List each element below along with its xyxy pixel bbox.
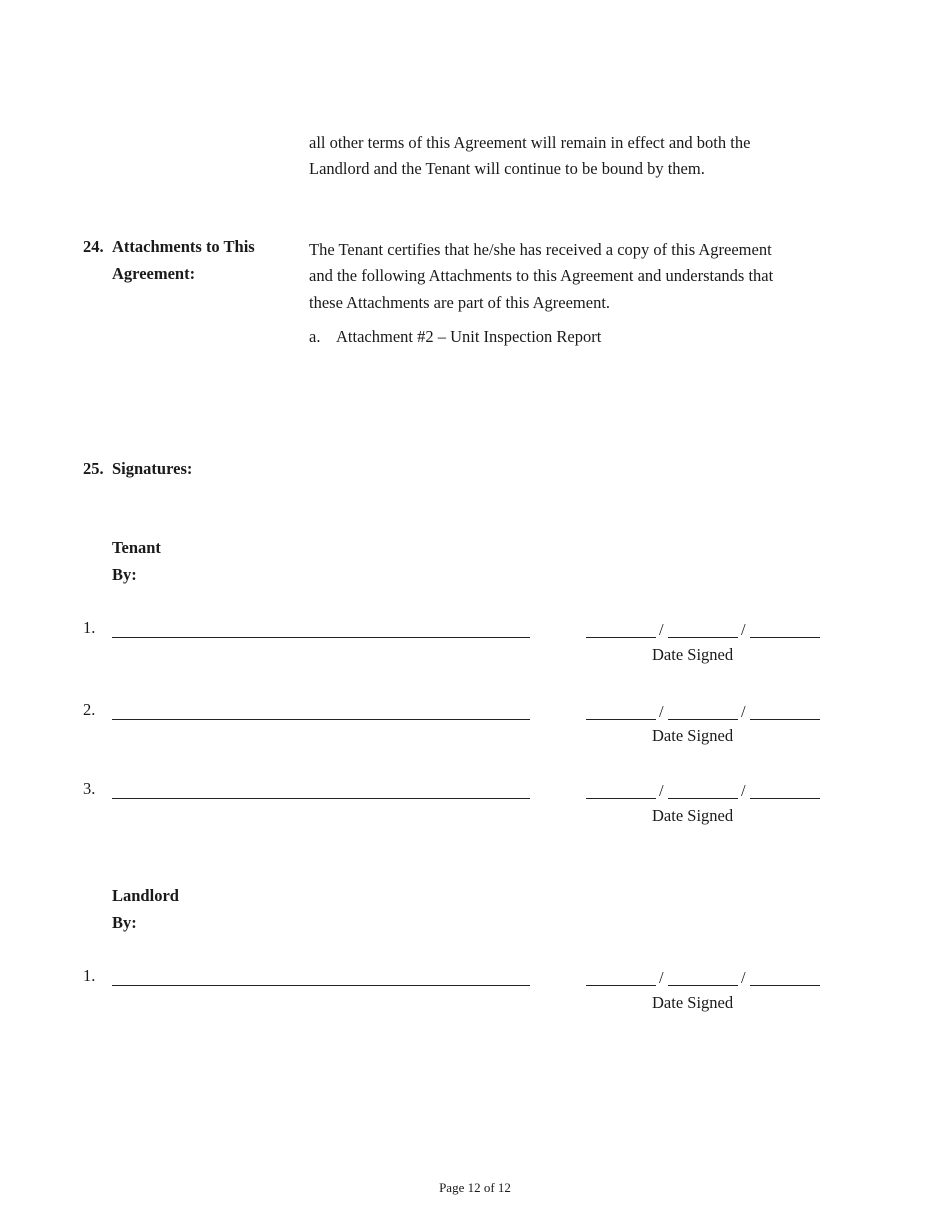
landlord-label: Landlord bbox=[112, 886, 179, 905]
continuation-line-1: all other terms of this Agreement will remain in effect and both the bbox=[309, 133, 751, 152]
tenant-2-signature-line[interactable] bbox=[112, 719, 530, 720]
section-24-body-line-1: The Tenant certifies that he/she has received a copy of this Agreement bbox=[309, 240, 772, 259]
date-day-blank[interactable] bbox=[668, 798, 738, 799]
date-month-blank[interactable] bbox=[586, 985, 656, 986]
landlord-1-signature-line[interactable] bbox=[112, 985, 530, 986]
tenant-1-signature-line[interactable] bbox=[112, 637, 530, 638]
section-24-heading-line-1: Attachments to This bbox=[112, 237, 255, 256]
tenant-row-3-number: 3. bbox=[83, 779, 96, 798]
date-separator: / bbox=[741, 968, 746, 987]
attachment-item-text: Attachment #2 – Unit Inspection Report bbox=[336, 327, 602, 346]
date-day-blank[interactable] bbox=[668, 719, 738, 720]
landlord-1-date-signed-label: Date Signed bbox=[652, 993, 734, 1012]
attachment-item-marker: a. bbox=[309, 327, 321, 346]
date-year-blank[interactable] bbox=[750, 637, 820, 638]
tenant-by-label: By: bbox=[112, 565, 137, 584]
tenant-1-date-field[interactable] bbox=[586, 620, 820, 642]
date-separator: / bbox=[659, 781, 664, 800]
date-year-blank[interactable] bbox=[750, 719, 820, 720]
date-month-blank[interactable] bbox=[586, 637, 656, 638]
date-separator: / bbox=[741, 620, 746, 639]
tenant-2-date-field[interactable] bbox=[586, 702, 820, 724]
date-separator: / bbox=[741, 702, 746, 721]
date-separator: / bbox=[659, 620, 664, 639]
landlord-row-1-number: 1. bbox=[83, 966, 96, 985]
section-25-heading: Signatures: bbox=[112, 459, 193, 478]
date-month-blank[interactable] bbox=[586, 719, 656, 720]
tenant-row-1-number: 1. bbox=[83, 618, 96, 637]
page-number-footer: Page 12 of 12 bbox=[439, 1180, 511, 1195]
date-year-blank[interactable] bbox=[750, 798, 820, 799]
date-separator: / bbox=[659, 702, 664, 721]
tenant-1-date-signed-label: Date Signed bbox=[652, 645, 734, 664]
tenant-3-signature-line[interactable] bbox=[112, 798, 530, 799]
date-separator: / bbox=[741, 781, 746, 800]
date-day-blank[interactable] bbox=[668, 985, 738, 986]
tenant-label: Tenant bbox=[112, 538, 161, 557]
section-25-number: 25. bbox=[83, 459, 104, 478]
date-month-blank[interactable] bbox=[586, 798, 656, 799]
date-day-blank[interactable] bbox=[668, 637, 738, 638]
tenant-3-date-field[interactable] bbox=[586, 781, 820, 803]
tenant-2-date-signed-label: Date Signed bbox=[652, 726, 734, 745]
continuation-line-2: Landlord and the Tenant will continue to be bound by them. bbox=[309, 159, 705, 178]
landlord-1-date-field[interactable] bbox=[586, 968, 820, 990]
date-separator: / bbox=[659, 968, 664, 987]
tenant-3-date-signed-label: Date Signed bbox=[652, 806, 734, 825]
section-24-body-line-3: these Attachments are part of this Agreement. bbox=[309, 293, 611, 312]
section-24-number: 24. bbox=[83, 237, 104, 256]
date-year-blank[interactable] bbox=[750, 985, 820, 986]
landlord-by-label: By: bbox=[112, 913, 137, 932]
section-24-body-line-2: and the following Attachments to this Agreement and understands that bbox=[309, 266, 774, 285]
tenant-row-2-number: 2. bbox=[83, 700, 96, 719]
section-24-heading-line-2: Agreement: bbox=[112, 264, 196, 283]
